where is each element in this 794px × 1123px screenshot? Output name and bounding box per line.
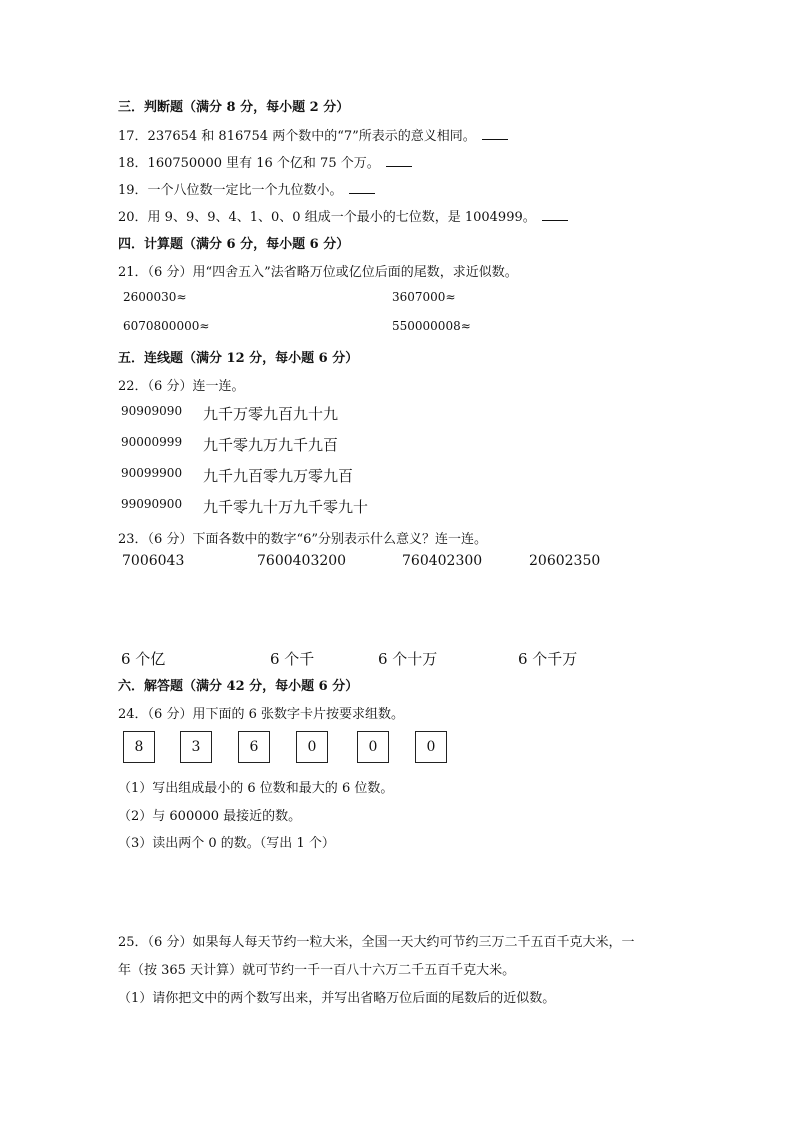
question-19-text: 19．一个八位数一定比一个九位数小。	[118, 183, 343, 198]
digit-number-1: 7006043	[122, 553, 185, 569]
meaning-4: 6 个千万	[518, 650, 578, 668]
question-21: 21．（6 分）用“四舍五入”法省略万位或亿位后面的尾数，求近似数。	[118, 265, 518, 280]
section-4-heading: 四．计算题（满分 6 分，每小题 6 分）	[118, 237, 350, 252]
question-18-text: 18．160750000 里有 16 个亿和 75 个万。	[118, 156, 380, 171]
question-23: 23．（6 分）下面各数中的数字“6”分别表示什么意义？连一连。	[118, 532, 488, 547]
digit-card-2-value: 3	[191, 739, 201, 755]
question-18	[118, 152, 412, 171]
match-number-3: 90099900	[121, 466, 183, 480]
digit-card-6	[415, 731, 447, 763]
answer-blank-19[interactable]	[349, 183, 375, 194]
digit-card-1	[123, 731, 155, 763]
digit-number-2: 7600403200	[257, 553, 347, 569]
meaning-1: 6 个亿	[121, 650, 166, 668]
question-24-part-3: （3）读出两个 0 的数。（写出 1 个）	[118, 836, 335, 851]
approx-item-2: 3607000≈	[392, 290, 456, 304]
question-25-line-2: 年（按 365 天计算）就可节约一千一百八十六万二千五百千克大米。	[118, 963, 516, 978]
digit-card-5	[357, 731, 389, 763]
digit-number-4: 20602350	[529, 553, 601, 569]
answer-blank-20[interactable]	[542, 210, 568, 221]
section-3-heading: 三．判断题（满分 8 分，每小题 2 分）	[118, 100, 350, 115]
section-5-heading: 五．连线题（满分 12 分，每小题 6 分）	[118, 351, 359, 366]
match-words-3: 九千九百零九万零九百	[203, 467, 354, 485]
match-number-1: 90909090	[121, 404, 183, 418]
meaning-2: 6 个千	[270, 650, 315, 668]
question-19	[118, 179, 375, 198]
digit-card-6-value: 0	[426, 739, 436, 755]
section-6-heading: 六．解答题（满分 42 分，每小题 6 分）	[118, 679, 359, 694]
digit-card-2	[180, 731, 212, 763]
answer-blank-17[interactable]	[482, 129, 508, 140]
match-words-1: 九千万零九百九十九	[203, 405, 339, 423]
question-20	[118, 206, 568, 225]
approx-item-3: 6070800000≈	[123, 319, 210, 333]
approx-item-4: 550000008≈	[392, 319, 471, 333]
question-24-part-2: （2）与 600000 最接近的数。	[118, 809, 302, 824]
digit-card-4	[296, 731, 328, 763]
meaning-3: 6 个十万	[378, 650, 438, 668]
digit-card-5-value: 0	[368, 739, 378, 755]
question-17	[118, 125, 508, 144]
match-words-2: 九千零九万九千九百	[203, 436, 339, 454]
question-25-part-1: （1）请你把文中的两个数写出来，并写出省略万位后面的尾数后的近似数。	[118, 991, 556, 1006]
question-22: 22．（6 分）连一连。	[118, 379, 245, 394]
question-20-text: 20．用 9、9、9、4、1、0、0 组成一个最小的七位数，是 1004999。	[118, 210, 536, 225]
digit-number-3: 760402300	[402, 553, 483, 569]
answer-blank-18[interactable]	[386, 156, 412, 167]
question-17-text: 17．237654 和 816754 两个数中的“7”所表示的意义相同。	[118, 129, 476, 144]
digit-card-4-value: 0	[307, 739, 317, 755]
question-25-line-1: 25．（6 分）如果每人每天节约一粒大米，全国一天大约可节约三万二千五百千克大米，一	[118, 935, 635, 950]
digit-card-1-value: 8	[134, 739, 144, 755]
digit-card-3	[238, 731, 270, 763]
match-number-4: 99090900	[121, 497, 183, 511]
digit-card-3-value: 6	[249, 739, 259, 755]
question-24: 24．（6 分）用下面的 6 张数字卡片按要求组数。	[118, 707, 404, 722]
question-24-part-1: （1）写出组成最小的 6 位数和最大的 6 位数。	[118, 781, 394, 796]
match-words-4: 九千零九十万九千零九十	[203, 498, 369, 516]
approx-item-1: 2600030≈	[123, 290, 187, 304]
match-number-2: 90000999	[121, 435, 183, 449]
